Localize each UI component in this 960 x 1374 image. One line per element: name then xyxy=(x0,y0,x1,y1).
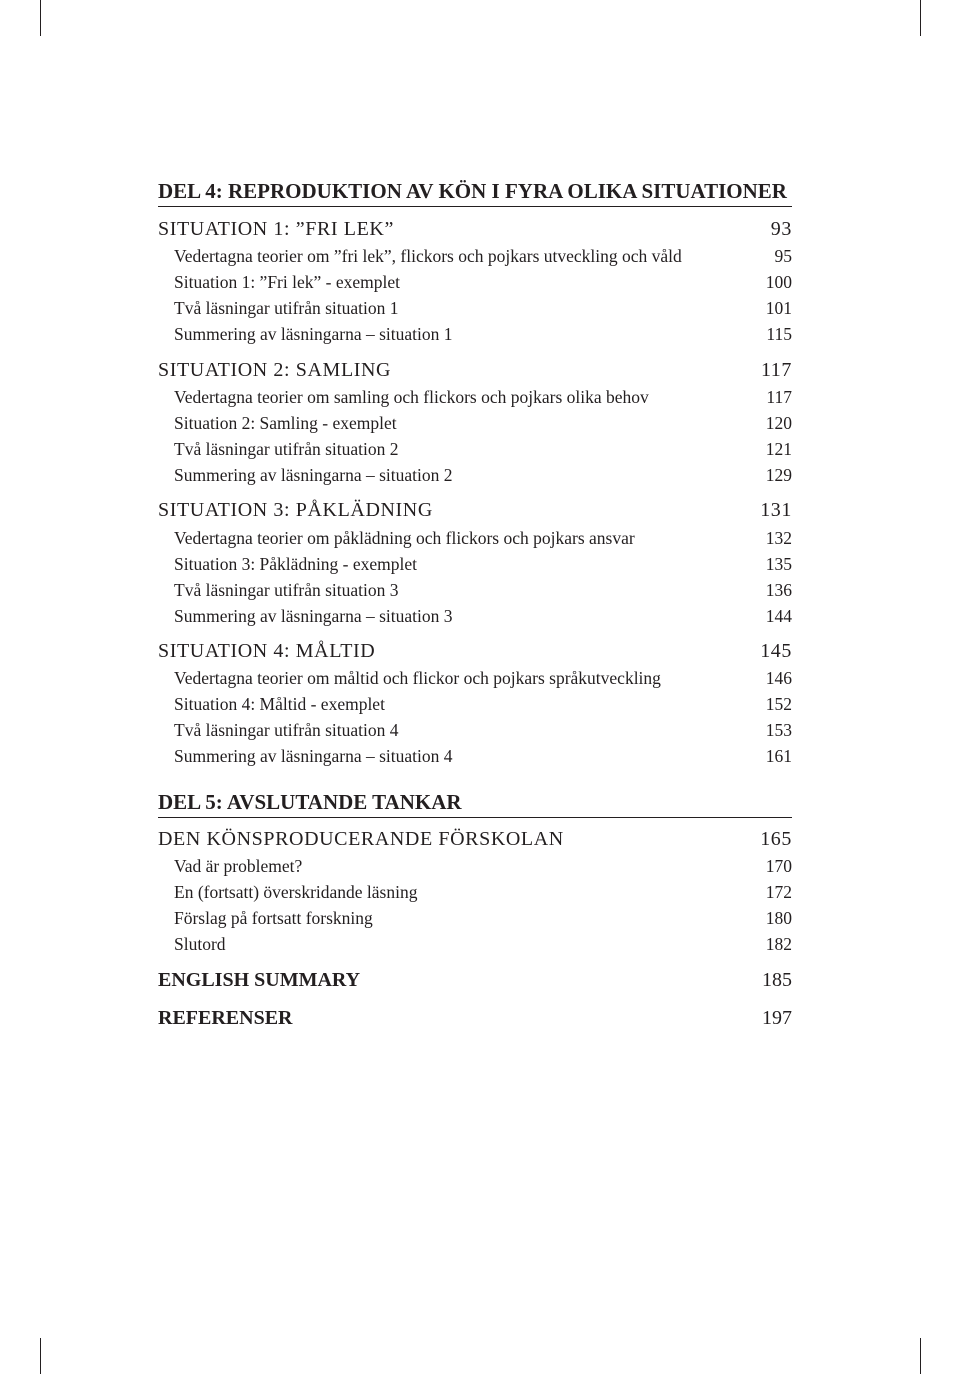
crop-mark-top-left xyxy=(40,0,41,36)
toc-entry[interactable] xyxy=(174,552,792,576)
entry-title: Vedertagna teorier om samling och flickors och pojkars olika behov xyxy=(174,387,649,407)
toc-entry[interactable] xyxy=(174,744,792,768)
entry-title: Två läsningar utifrån situation 1 xyxy=(174,298,399,318)
entry-page: 121 xyxy=(765,439,792,459)
crop-mark-bottom-right xyxy=(920,1338,921,1374)
entry-page: 144 xyxy=(765,606,792,626)
section-page: 145 xyxy=(760,640,792,662)
entry-page: 101 xyxy=(765,298,792,318)
toc-section[interactable] xyxy=(158,216,792,242)
section-page: 185 xyxy=(762,969,792,991)
toc-section[interactable] xyxy=(158,497,792,523)
toc-entry[interactable] xyxy=(174,244,792,268)
section-title: SITUATION 2: SAMLING xyxy=(158,359,392,381)
toc-entry[interactable] xyxy=(174,692,792,716)
entry-page: 132 xyxy=(765,528,792,548)
toc-section-referenser[interactable] xyxy=(158,1005,792,1031)
toc-entry[interactable] xyxy=(174,718,792,742)
entry-page: 120 xyxy=(765,413,792,433)
toc-entry[interactable] xyxy=(174,296,792,320)
toc-entry[interactable] xyxy=(174,854,792,878)
part-heading-del-5: DEL 5: AVSLUTANDE TANKAR xyxy=(158,789,792,818)
entry-title: Situation 3: Påklädning - exemplet xyxy=(174,554,418,574)
entry-title: Två läsningar utifrån situation 4 xyxy=(174,720,399,740)
entry-title: Summering av läsningarna – situation 3 xyxy=(174,606,453,626)
entry-title: Summering av läsningarna – situation 2 xyxy=(174,465,453,485)
part-heading-del-4: DEL 4: REPRODUKTION AV KÖN I FYRA OLIKA SITUATIONER xyxy=(158,178,792,207)
entry-page: 172 xyxy=(765,882,792,902)
section-page: 117 xyxy=(760,359,792,381)
entry-page: 152 xyxy=(765,694,792,714)
section-title: SITUATION 3: PÅKLÄDNING xyxy=(158,499,433,521)
entry-title: Vad är problemet? xyxy=(174,856,303,876)
entry-title: Summering av läsningarna – situation 1 xyxy=(174,324,453,344)
entry-page: 136 xyxy=(765,580,792,600)
toc-section[interactable] xyxy=(158,826,792,852)
entry-title: Slutord xyxy=(174,934,226,954)
entry-page: 100 xyxy=(765,272,792,292)
section-title: DEN KÖNSPRODUCERANDE FÖRSKOLAN xyxy=(158,828,564,850)
entry-title: En (fortsatt) överskridande läsning xyxy=(174,882,418,902)
toc-entry[interactable] xyxy=(174,578,792,602)
toc-entry[interactable] xyxy=(174,906,792,930)
entry-page: 182 xyxy=(765,934,792,954)
toc-entry[interactable] xyxy=(174,437,792,461)
entry-title: Vedertagna teorier om ”fri lek”, flickors och pojkars utveckling och våld xyxy=(174,246,682,266)
entry-title: Förslag på fortsatt forskning xyxy=(174,908,373,928)
section-title: REFERENSER xyxy=(158,1007,293,1029)
entry-title: Situation 4: Måltid - exemplet xyxy=(174,694,385,714)
crop-mark-bottom-left xyxy=(40,1338,41,1374)
toc-section[interactable] xyxy=(158,357,792,383)
entry-page: 170 xyxy=(765,856,792,876)
toc-entry[interactable] xyxy=(174,526,792,550)
entry-page: 135 xyxy=(765,554,792,574)
section-title: SITUATION 1: ”FRI LEK” xyxy=(158,218,394,240)
entry-page: 115 xyxy=(766,324,792,344)
toc-entry[interactable] xyxy=(174,385,792,409)
toc-section-english-summary[interactable] xyxy=(158,967,792,993)
entry-title: Situation 1: ”Fri lek” - exemplet xyxy=(174,272,400,292)
entry-title: Summering av läsningarna – situation 4 xyxy=(174,746,453,766)
entry-title: Vedertagna teorier om måltid och flickor och pojkars språkutveckling xyxy=(174,668,661,688)
section-title: SITUATION 4: MÅLTID xyxy=(158,640,376,662)
entry-page: 95 xyxy=(774,246,792,266)
entry-title: Situation 2: Samling - exemplet xyxy=(174,413,397,433)
entry-title: Två läsningar utifrån situation 3 xyxy=(174,580,399,600)
crop-mark-top-right xyxy=(920,0,921,36)
section-page: 131 xyxy=(760,499,792,521)
toc-entry[interactable] xyxy=(174,322,792,346)
toc-entry[interactable] xyxy=(174,666,792,690)
toc-entry[interactable] xyxy=(174,411,792,435)
entry-page: 129 xyxy=(765,465,792,485)
entry-page: 161 xyxy=(765,746,792,766)
section-page: 165 xyxy=(760,828,792,850)
toc-entry[interactable] xyxy=(174,463,792,487)
entry-title: Vedertagna teorier om påklädning och flickors och pojkars ansvar xyxy=(174,528,635,548)
entry-page: 117 xyxy=(766,387,792,407)
toc-entry[interactable] xyxy=(174,880,792,904)
toc-entry[interactable] xyxy=(174,270,792,294)
entry-page: 153 xyxy=(765,720,792,740)
entry-page: 146 xyxy=(765,668,792,688)
section-page: 197 xyxy=(762,1007,792,1029)
section-page: 93 xyxy=(770,218,792,240)
toc-section[interactable] xyxy=(158,638,792,664)
entry-page: 180 xyxy=(765,908,792,928)
toc-entry[interactable] xyxy=(174,932,792,956)
section-title: ENGLISH SUMMARY xyxy=(158,969,361,991)
entry-title: Två läsningar utifrån situation 2 xyxy=(174,439,399,459)
toc-entry[interactable] xyxy=(174,604,792,628)
